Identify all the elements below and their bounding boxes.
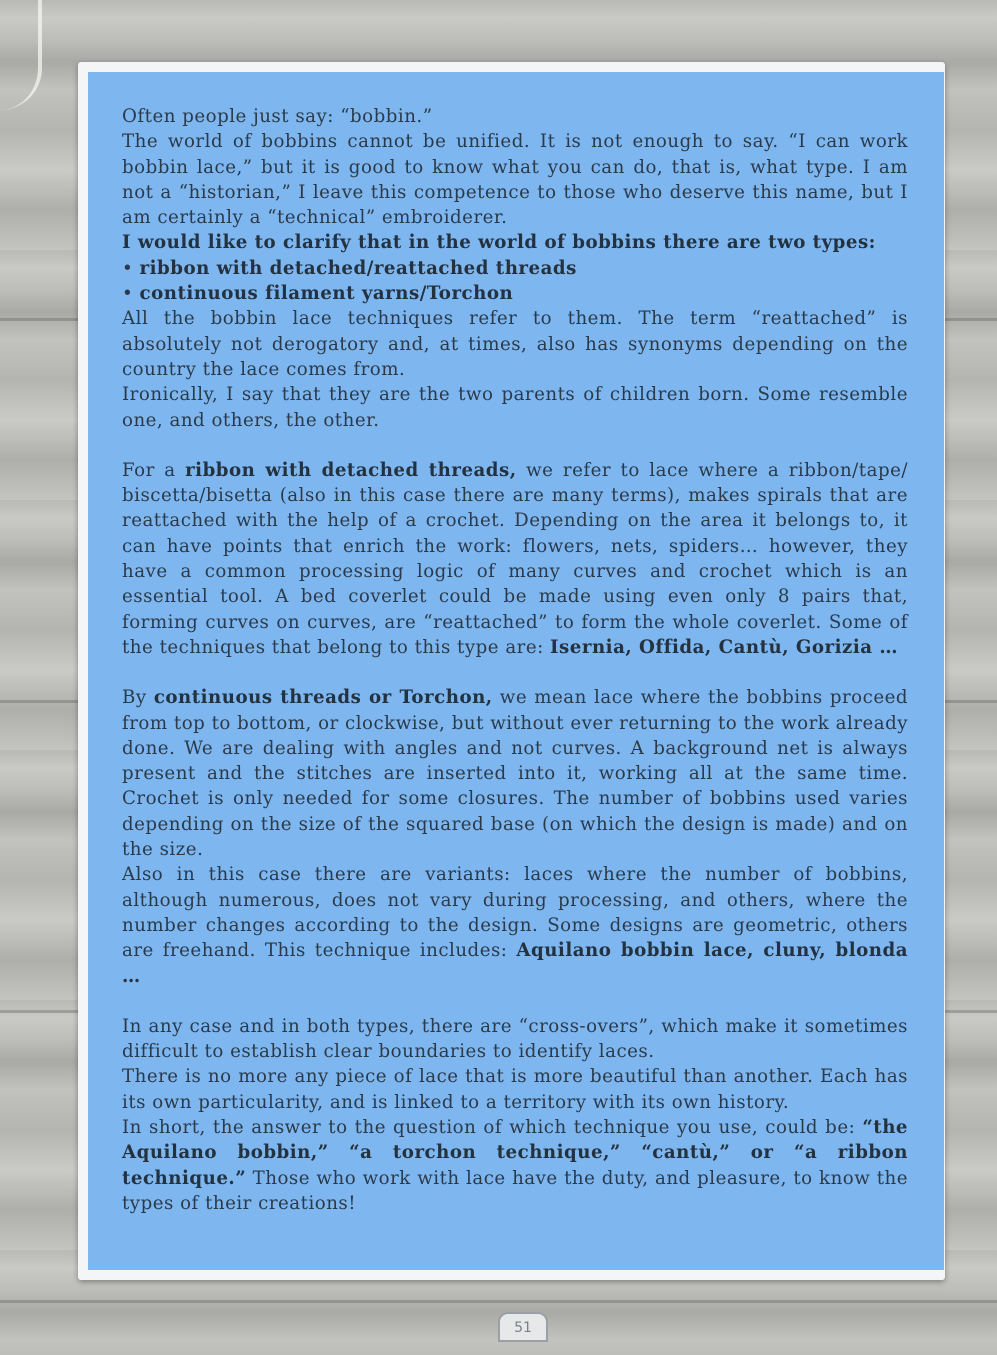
text-run: In any case and in both types, there are “cross-overs”, which make it sometimes difficult to establish clear boundaries to identify laces. (122, 1015, 908, 1063)
wood-plank-line (0, 1300, 997, 1303)
bullet-item (122, 281, 908, 306)
text-run: Ironically, I say that they are the two parents of children born. Some resemble one, and others, the other. (122, 384, 908, 431)
text-run: we mean lace where the bobbins proceed from top to bottom, or clockwise, but without ever returning to the work already done. We are dealing with angles and not curves. A background net is always present and the stitches are inserted into it, working all at the same time. Crochet is only needed for some closures. The number of bobbins used varies depending on the size of the squared base (on which the design is made) and on the size. (122, 687, 908, 861)
text-run: All the bobbin lace techniques refer to them. The term “reattached” is absolutely not derogatory and, at times, also has synonyms depending on the country the lace comes from. (122, 308, 908, 380)
bold-phrase: continuous filament yarns/Torchon (139, 283, 514, 305)
paragraph (122, 129, 908, 230)
paragraph (122, 685, 908, 862)
text-run: For a (122, 459, 186, 481)
paragraph (122, 1064, 908, 1115)
paragraph (122, 458, 908, 660)
article-body (122, 104, 908, 1216)
text-run: By (122, 687, 154, 709)
bold-phrase: Aquilano bobbin lace, cluny, blonda … (122, 940, 908, 987)
bold-phrase: I would like to clarify that in the world of bobbins there are two types: (122, 232, 876, 254)
paragraph (122, 382, 908, 433)
paragraph (122, 862, 908, 988)
paragraph (122, 104, 908, 129)
bullet-item (122, 256, 908, 281)
text-run: we refer to lace where a ribbon/tape/ biscetta/bisetta (also in this case there are many terms), makes spirals that are reattached with the help of a crochet. Depending on the area it belongs to, it can have points that enrich the work: flowers, nets, spiders… however, they have a common processing logic of many curves and crochet which is an essential tool. A bed coverlet could be made using even only 8 pairs that, forming curves on curves, are “reattached” to form the whole coverlet. Some of the techniques that belong to this type are: (122, 459, 908, 658)
paragraph (122, 230, 908, 255)
bold-phrase: continuous threads or Torchon, (153, 687, 493, 709)
text-run: Also in this case there are variants: laces where the number of bobbins, although numerous, does not vary during processing, and others, where the number changes according to the design. Some designs are geometric, others are freehand. This technique includes: (122, 864, 908, 962)
bold-phrase: “the Aquilano bobbin,” “a torchon technique,” “cantù,” or “a ribbon technique.” (122, 1116, 908, 1189)
bold-phrase: ribbon with detached/reattached threads (139, 257, 577, 279)
page-number: 51 (498, 1312, 548, 1342)
text-run: Often people just say: “bobbin.” (122, 106, 433, 127)
paragraph (122, 1115, 908, 1216)
bold-phrase: ribbon with detached threads, (185, 459, 517, 481)
text-run: Those who work with lace have the duty, and pleasure, to know the types of their creations! (122, 1167, 908, 1214)
text-run: There is no more any piece of lace that is more beautiful than another. Each has its own particularity, and is linked to a territory with its own history. (122, 1066, 908, 1113)
thread-decoration (0, 0, 42, 110)
paragraph (122, 306, 908, 382)
text-run: In short, the answer to the question of which technique you use, could be: (122, 1116, 863, 1138)
bold-phrase: Isernia, Offida, Cantù, Gorizia … (550, 636, 899, 658)
text-run: The world of bobbins cannot be unified. It is not enough to say. “I can work bobbin lace,” but it is good to know what you can do, that is, what type. I am not a “historian,” I leave this competence to those who deserve this name, but I am certainly a “technical” embroiderer. (122, 131, 908, 229)
paragraph (122, 1014, 908, 1065)
